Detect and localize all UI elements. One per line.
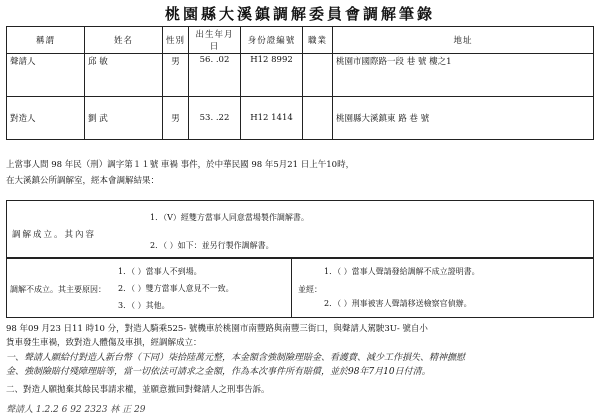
col-job: 職業 (303, 27, 333, 54)
cell-address: 桃園市國際路一段 巷 號 樓之1 (333, 54, 594, 97)
cell-job (303, 97, 333, 140)
col-id: 身份證編號 (241, 27, 303, 54)
success-option-2: 2．（ ）如下：並另行製作調解書。 (150, 241, 274, 250)
body-line-4: 金、強制險賠付殘障理賠等，當一切依法可請求之金額，作為本次事件所有賠償，並於98年7月10日付清。 (6, 367, 431, 377)
cell-gender: 男 (163, 54, 189, 97)
table-row (7, 54, 594, 97)
failure-note-2: 2．（ ）刑事被害人聲請移送檢察官偵辦。 (324, 299, 472, 308)
body-line-6: 聲請人 1.2.2 6 92 2323 林 正 29 (6, 405, 146, 415)
body-line-5: 二、對造人願拋棄其餘民事請求權，並願意撤回對聲請人之刑事告訴。 (6, 385, 270, 395)
cell-gender: 男 (163, 97, 189, 140)
cell-birth: 56. .02 (189, 54, 241, 97)
col-address: 地址 (333, 27, 594, 54)
failure-option-1: 1．（ ）當事人不到場。 (118, 267, 202, 276)
cell-name: 邱 敏 (85, 54, 163, 97)
success-option-1: 1．（V）經雙方當事人同意當場製作調解書。 (150, 213, 309, 222)
failure-note-1: 1．（ ）當事人聲請發給調解不成立證明書。 (324, 267, 480, 276)
document-title: 桃園縣大溪鎮調解委員會調解筆錄 (164, 5, 435, 23)
failure-note-label: 並經： (298, 285, 322, 294)
col-birth: 出生年月日 (189, 27, 241, 54)
table-row (7, 97, 594, 140)
col-name: 姓名 (85, 27, 163, 54)
table-header-row (7, 27, 594, 54)
cell-id: H12 8992 (241, 54, 303, 97)
cell-role: 聲請人 (7, 54, 85, 97)
cell-name: 劉 武 (85, 97, 163, 140)
failure-label: 調解不成立。其主要原因： (10, 285, 106, 294)
success-label: 調解成立。其內容 (12, 230, 97, 240)
cell-job (303, 54, 333, 97)
body-line-3: 一、聲請人願給付對造人新台幣（下同）柒拾陸萬元整，本金額含強制險理賠金、看護費、減少工作損失、精神撫慰 (6, 353, 466, 363)
col-role: 稱謂 (7, 27, 85, 54)
failure-divider (291, 258, 292, 318)
body-line-2: 貨車發生車禍，致對造人體傷及車損，經調解成立： (6, 338, 202, 348)
body-line-1: 98 年09 月23 日11 時10 分，對造人騎乘525- 號機車於桃園市南豐路與南豐三街口，與聲請人駕駛3U- 號自小 (6, 324, 428, 334)
cell-birth: 53. .22 (189, 97, 241, 140)
parties-table (6, 26, 594, 140)
failure-option-2: 2．（ ）雙方當事人意見不一致。 (118, 284, 234, 293)
cell-address: 桃園縣大溪鎮東 路 巷 號 (333, 97, 594, 140)
failure-option-3: 3．（ ）其他。 (118, 301, 170, 310)
cell-id: H12 1414 (241, 97, 303, 140)
intro-line-1: 上當事人間 98 年民（刑）調字第１１號 車禍 事件，於中華民國 98 年5月21 日上午10時， (6, 160, 355, 170)
intro-line-2: 在大溪鎮公所調解室，經本會調解結果： (6, 176, 160, 186)
cell-role: 對造人 (7, 97, 85, 140)
col-gender: 性別 (163, 27, 189, 54)
